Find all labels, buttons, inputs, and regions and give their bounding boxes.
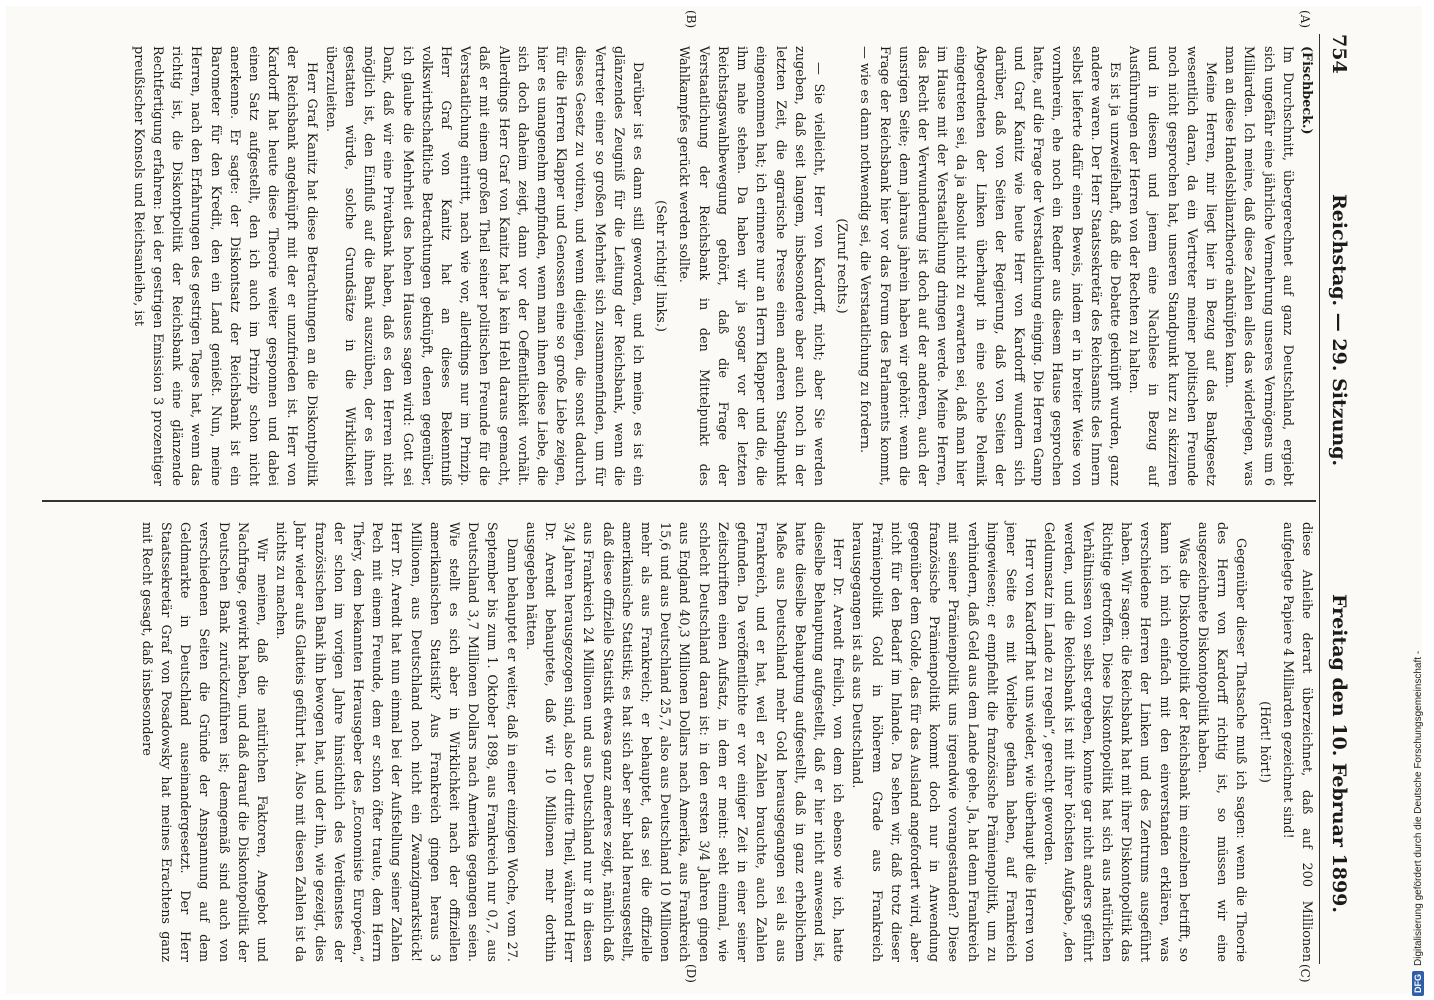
paragraph: diese Anleihe derart überzeichnet, daß auf 200 Millionen aufgelegte Papiere 4 Milliarden gezeichnet sind!	[1279, 522, 1314, 962]
header-rule	[1319, 34, 1320, 964]
paragraph: Herr Dr. Arendt freilich, von dem ich ebenso wie ich, hatte dieselbe Behauptung aufgestellt, daß er hier nicht anwesend ist, hatte dieselbe Behauptung aufgestellt, daß in ganz erheblichem Maße aus Deutschland mehr Gold herausgegangen sei als aus Frankreich, und er hat, weil er Zahlen brauchte, auch Zahlen gefunden. Da veröffentlichte er vor einiger Zeit in einer seiner Zeitschriften einen Aufsatz, in dem er meint: seht einmal, wie schlecht Deutschland daran ist: in den ersten 3/4 Jahren gingen aus England 40,3 Millionen Dollars nach Amerika, aus Frankreich 15,6 und aus Deutschland 25,7, also aus Deutschland 10 Millionen mehr als aus Frankreich; er behauptet, das sei die offizielle amerikanische Statistik; es hat sich aber sehr bald herausgestellt, daß diese offizielle Statistik etwas ganz anderes zeigt, nämlich daß aus Frankreich 24 Millionen und aus Deutschland nur 8 in diesen 3/4 Jahren herausgezogen sind, also der dritte Theil, während Herr Dr. Arendt behauptete, daß wir 10 Millionen mehr dorthin ausgegeben hätten.	[522, 522, 846, 962]
margin-marker-a: (A)	[1298, 10, 1312, 29]
dfg-logo: DFG	[1412, 971, 1424, 996]
paragraph: Meine Herren, mir liegt hier in Bezug auf das Bankgesetz wesentlich daran, da ein Vertreter meiner politischen Freunde noch nicht gesprochen hat, unseren Standpunkt kurz zu skizziren und in diesem und jenem eine Nachlese in Bezug auf Ausführungen der Herren von der Rechten zu halten.	[1126, 46, 1218, 486]
paragraph: — Sie vielleicht, Herr von Kardorff, nicht; aber Sie werden zugeben, daß seit langem, insbesondere aber auch noch in der letzten Zeit, die agrarische Presse einen anderen Standpunkt eingenommen hat; ich erinnere nur an Herrn Klapper und die, die ihm nahe stehen. Da haben wir ja sogar vor der letzten Reichstagswahlbewegung gehört, daß die Frage der Verstaatlichung der Reichsbank in den Mittelpunkt des Wahlkampfes gerückt werden sollte.	[676, 46, 826, 486]
interjection: (Sehr richtig! links.)	[653, 200, 669, 332]
paragraph: Darüber ist es dann still geworden, und ich meine, es ist ein glänzendes Zeugniß für die Leitung der Reichsbank, wenn die Vertreter einer so großen Mehrheit sich zusammenfinden, um für dieses Gesetz zu votiren, und wenn diejenigen, die sonst dadurch für die Herren Klapper und Genossen eine so große Liebe zeigen, hier es unangenehm empfinden, wenn man ihnen diese Liebe, die sich doch daheim zeigt, dann vor der Oeffentlichkeit vorhält. Allerdings Herr Graf von Kanitz hat ja kein Hehl daraus gemacht, daß er mit einem großen Theil seiner politischen Freunde für die Verstaatlichung eintritt, nach wie vor, allerdings nur im Prinzip. Herr Graf von Kanitz hat an dieses Bekenntniß volkswirthschaftliche Betrachtungen geknüpft, denen gegenüber, ich glaube die Mehrheit des hohen Hauses sagen wird: Gott sei Dank, daß wir eine Privatbank haben, daß es den Herren nicht möglich ist, den Einfluß auf die Bank auszuüben, der es ihnen gestatten würde, solche Grundsätze in die Wirklichkeit überzuleiten.	[322, 46, 646, 486]
interjection: (Zuruf rechts.)	[834, 218, 850, 314]
scanned-page	[6, 6, 1422, 994]
speaker-name: (Fischbeck.)	[1299, 46, 1314, 135]
paragraph: Herr von Kardorff hat uns wieder, wie überhaupt die Herren von jener Seite es mit Vorliebe gethan haben, auf Frankreich hingewiesen; er empfiehlt die französische Prämienpolitik, um zu verhindern, daß Geld aus dem Lande gehe. Ja, hat denn Frankreich mit seiner Prämienpolitik uns irgendwie vorangestanden? Diese französische Prämienpolitik kommt doch nur in Anwendung gegenüber dem Golde, das für das Ausland angefordert wird, aber nicht für den Bedarf im Inlande. Da sehen wir, daß trotz dieser Prämienpolitik Gold in höherem Grade aus Frankreich herausgegangen ist als aus Deutschland.	[849, 522, 1038, 962]
date-title: Freitag den 10. Februar 1899.	[1328, 594, 1350, 914]
paragraph: Dann behauptet er weiter, daß in einer einzigen Woche, vom 27. September bis zum 1. Oktober 1898, aus Frankreich nur 0,7, aus Deutschland 3,7 Millionen Dollars nach Amerika gegangen seien. Wie stellt es sich aber in Wirklichkeit nach der offiziellen amerikanischen Statistik? Aus Frankreich gingen heraus 3 Millionen, aus Deutschland noch nicht ein Zwanzigmarkstück! Herr Dr. Arendt hat nun einmal bei der Aufstellung seiner Zahlen Pech mit einem Freunde, dem er schon öfter traute, dem Herrn Théry, dem bekannten Herausgeber des „Economiste Européen,“ der schon im vorigen Jahre hinsichtlich des Verdienstes der französischen Bank ihn bewogen hat, und der ihn, wie gezeigt, dies Jahr wieder aufs Glatteis geführt hat. Also mit diesen Zahlen ist da nichts zu machen.	[273, 522, 519, 962]
right-column	[137, 522, 1316, 962]
newspaper-page	[18, 6, 1378, 994]
margin-marker-c: (C)	[1298, 964, 1312, 983]
paragraph: Was die Diskontopolitik der Reichsbank im einzelnen betrifft, so kann ich mich einfach mit den einverstanden erklären, was verschiedene Herren der Linken und des Zentrums ausgeführt haben. Wir sagen: die Reichsbank hat mit ihrer Diskontopolitik das Richtige getroffen. Diese Diskontopolitik hat sich aus natürlichen Verhältnissen von selbst ergeben, konnte gar nicht anders geführt werden, und die Reichsbank ist mit ihrer höchsten Aufgabe, „den Geldumsatz im Lande zu regeln“, gerecht geworden.	[1041, 522, 1191, 962]
digitization-sidebar	[1410, 0, 1430, 1000]
margin-marker-b: (B)	[684, 10, 698, 29]
interjection: (Hört! hört!)	[1256, 701, 1272, 783]
margin-marker-d: (D)	[684, 964, 698, 983]
session-title: Reichstag. — 29. Sitzung.	[1328, 194, 1350, 467]
paragraph: Herr Graf Kanitz hat diese Betrachtungen an die Diskontpolitik der Reichsbank angeknüpft mit der er unzufrieden ist. Herr von Kardorff hat heute diese Theorie weiter gesponnen und dabei einen Satz aufgestellt, den ich auch im Prinzip schon nicht anerkenne. Er sagte: der Diskontsatz der Reichsbank ist ein Barometer für den Kredit, den ein Land genießt. Nun, meine Herren, nach den Erfahrungen des gestrigen Tages hat, wenn das richtig ist, die Diskontpolitik der Reichsbank eine glänzende Rechtfertigung erfahren: bei der gestrigen Emission 3 prozentiger preußischer Konsols und Reichsanleihe, ist	[130, 46, 319, 486]
paragraph: Gegenüber dieser Thatsache muß ich sagen: wenn die Theorie des Herrn von Kardorff richtig ist, so müssen wir eine ausgezeichnete Diskontopolitik haben.	[1194, 522, 1249, 962]
rotated-page	[18, 6, 1378, 994]
column-divider	[42, 500, 1316, 502]
left-column	[129, 46, 1316, 486]
paragraph: Es ist ja unzweifelhaft, daß die Debatte geknüpft wurden, ganz andere waren. Der Herr Staatssekretär des Reichsamts des Innern selbst lieferte dafür einen Beweis, indem er in breiter Weise von vornherein, ehe noch ein Redner aus diesem Hause gesprochen hatte, auf die Frage der Verstaatlichung einging. Die Herren Gamp und Graf Kanitz wie heute Herr von Kardorff wundern sich darüber, daß von Seiten der Regierung, daß von Seiten der Abgeordneten der Linken überhaupt in eine solche Polemik eingetreten sei, da ja absolut nicht zu erwarten sei, daß man hier im Hause mit der Verstaatlichung dringen werde. Meine Herren, das Recht der Verwunderung ist doch auf der anderen, auch der unsrigen Seite; denn jahraus jahrein haben wir gehört: wenn die Frage der Reichsbank hier vor das Forum des Parlaments kommt, — wie es dann nothwendig sei, die Verstaatlichung zu fordern.	[857, 46, 1122, 486]
page-header	[1320, 34, 1354, 964]
page-number: 754	[1328, 34, 1350, 74]
paragraph: Im Durchschnitt, übergerechnet auf ganz Deutschland, ergiebt sich ungefähr eine jährliche Vermehrung unseres Vermögens um 6 Milliarden. Ich meine, daß diese Zahlen alles das widerlegen, was man an diese Handelsbilanztheorie anknüpfen kann.	[1222, 46, 1295, 486]
digitization-credit: Digitalisierung gefördert durch die Deutsche Forschungsgemeinschaft -	[1413, 650, 1424, 966]
paragraph: Wir meinen, daß die natürlichen Faktoren, Angebot und Nachfrage, gewirkt haben, und daß darauf die Diskontopolitik der Deutschen Bank zurückzuführen ist; demgemäß sind auch von verschiedenen Seiten die Gründe der Anspannung auf dem Geldmarkte in Deutschland auseinandergesetzt. Der Herr Staatssekretär Graf von Posadowsky hat meines Erachtens ganz mit Recht gesagt, daß insbesondere	[138, 522, 270, 962]
